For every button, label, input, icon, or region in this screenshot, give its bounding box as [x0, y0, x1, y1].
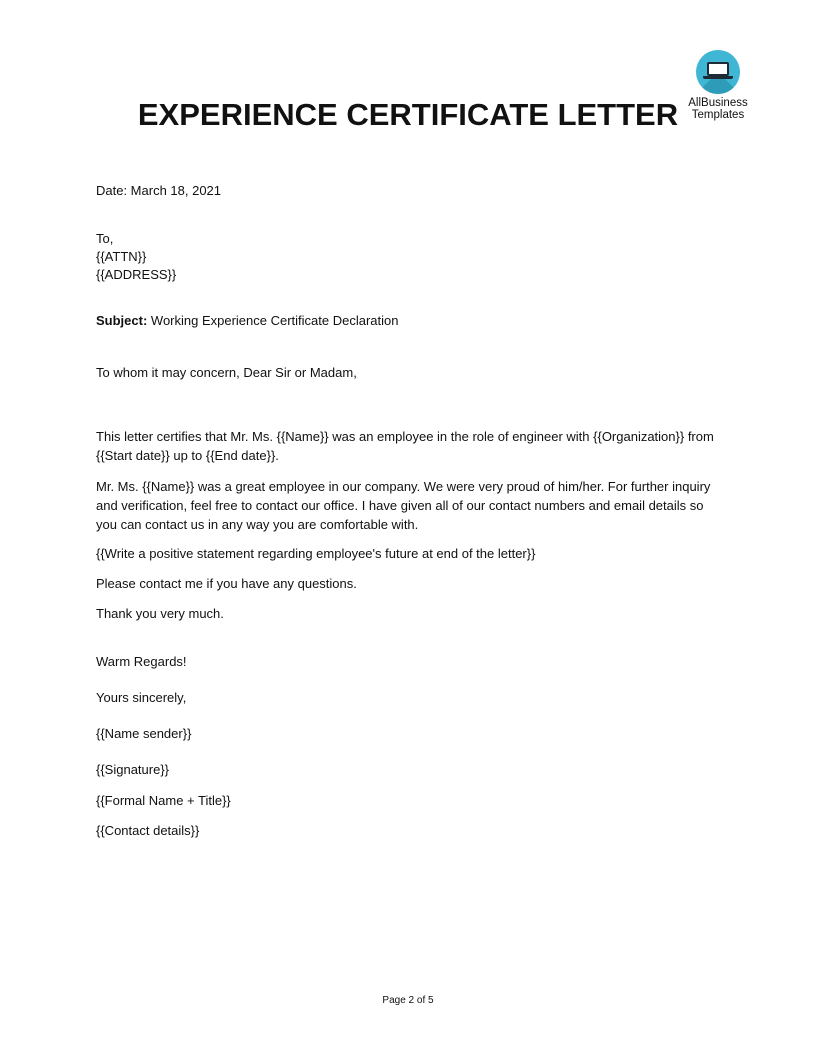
- address-line: {{ADDRESS}}: [96, 267, 177, 282]
- signature: {{Signature}}: [96, 762, 170, 777]
- paragraph-contact: Please contact me if you have any questions.: [96, 576, 357, 591]
- paragraph-thanks: Thank you very much.: [96, 606, 224, 621]
- paragraph-employee-praise: Mr. Ms. {{Name}} was a great employee in our company. We were very proud of him/her. For further inquiry and verification, feel free to contact our office. I have given all of our contact numbers and email details so you can contact us in any way you are comfortable with.: [96, 479, 711, 532]
- warm-regards: Warm Regards!: [96, 654, 187, 669]
- name-sender: {{Name sender}}: [96, 726, 192, 741]
- to-line: To,: [96, 231, 114, 246]
- salutation: To whom it may concern, Dear Sir or Madam,: [96, 365, 357, 380]
- logo-text: AllBusiness Templates: [688, 97, 748, 121]
- subject-line: [96, 312, 399, 330]
- formal-name-title: {{Formal Name + Title}}: [96, 793, 231, 808]
- subject-text: Working Experience Certificate Declaration: [147, 313, 399, 328]
- paragraph-future-statement: {{Write a positive statement regarding employee's future at end of the letter}}: [96, 546, 536, 561]
- subject-label: Subject:: [96, 313, 148, 328]
- paragraph-certification: This letter certifies that Mr. Ms. {{Name}} was an employee in the role of engineer with {{Organization}} from {{Start date}} up to {{End date}}.: [96, 429, 714, 463]
- page-number: Page 2 of 5: [382, 995, 434, 1006]
- document-title: EXPERIENCE CERTIFICATE LETTER: [137, 97, 679, 132]
- contact-details: {{Contact details}}: [96, 823, 200, 838]
- logo-circle: [696, 50, 740, 94]
- date-line: Date: March 18, 2021: [96, 183, 222, 198]
- yours-sincerely: Yours sincerely,: [96, 690, 187, 705]
- attn-line: {{ATTN}}: [96, 249, 147, 264]
- laptop-icon: [707, 62, 729, 76]
